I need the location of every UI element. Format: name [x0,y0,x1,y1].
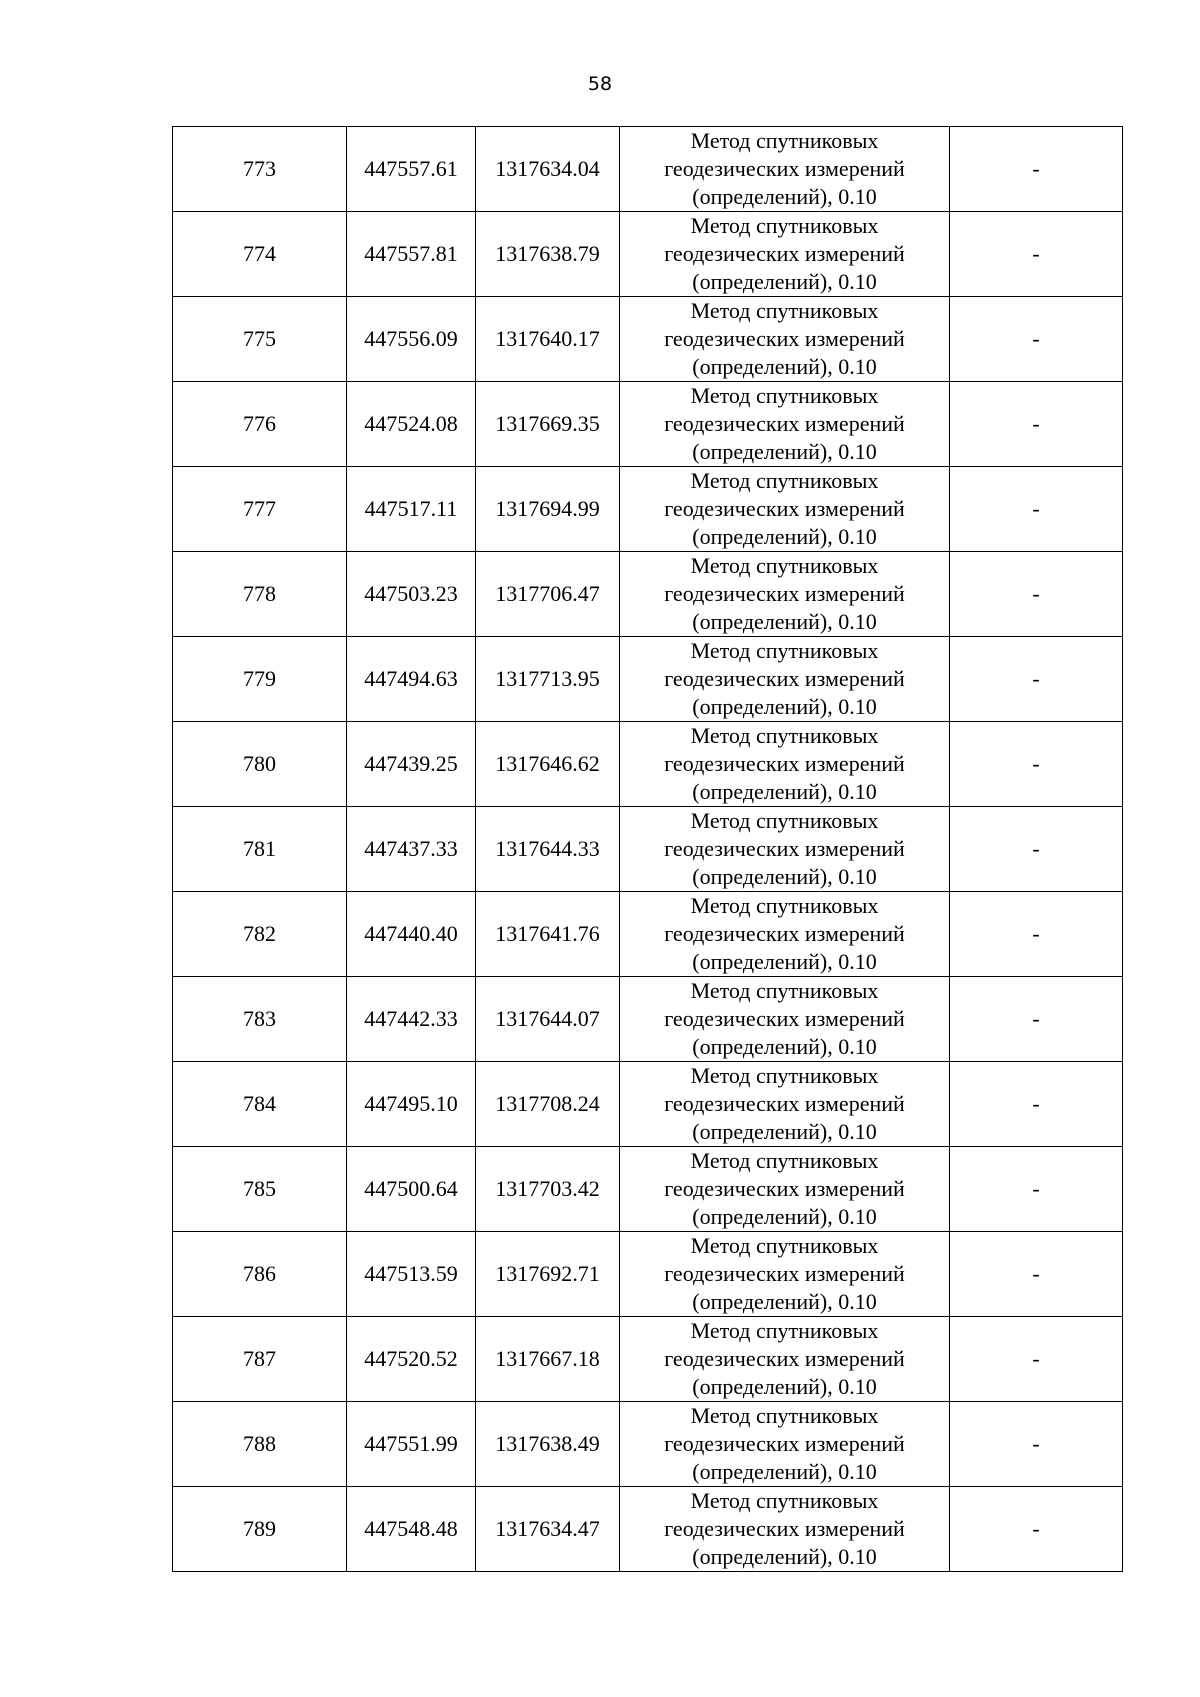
x-coordinate-cell: 447439.25 [347,722,476,807]
method-text-line: (определений), 0.10 [692,1289,877,1314]
method-text-line: геодезических измерений [664,1516,905,1541]
method-text-line: (определений), 0.10 [692,864,877,889]
method-cell [620,467,950,552]
table-row [173,807,1123,892]
point-number-cell: 773 [173,127,347,212]
x-coordinate-cell: 447520.52 [347,1317,476,1402]
method-cell [620,892,950,977]
method-text-line: геодезических измерений [664,921,905,946]
table-row [173,467,1123,552]
method-text-line: Метод спутниковых [690,638,879,663]
method-text-line: (определений), 0.10 [692,1459,877,1484]
method-text-line: (определений), 0.10 [692,1119,877,1144]
method-text-line: геодезических измерений [664,1261,905,1286]
point-number-cell: 781 [173,807,347,892]
point-number-cell: 789 [173,1487,347,1572]
method-cell [620,977,950,1062]
table-row [173,127,1123,212]
y-coordinate-cell: 1317694.99 [476,467,620,552]
method-text-line: геодезических измерений [664,1006,905,1031]
table-row [173,892,1123,977]
method-text-line: геодезических измерений [664,1431,905,1456]
note-cell: - [950,1232,1123,1317]
method-text-line: геодезических измерений [664,666,905,691]
method-text-line: Метод спутниковых [690,808,879,833]
method-text-line: Метод спутниковых [690,468,879,493]
x-coordinate-cell: 447440.40 [347,892,476,977]
method-text-line: (определений), 0.10 [692,694,877,719]
method-text-line: (определений), 0.10 [692,949,877,974]
y-coordinate-cell: 1317703.42 [476,1147,620,1232]
method-text-line: (определений), 0.10 [692,1204,877,1229]
coordinates-table [172,126,1123,1572]
method-cell [620,552,950,637]
method-text-line: (определений), 0.10 [692,524,877,549]
table-row [173,1232,1123,1317]
note-cell: - [950,127,1123,212]
table-row [173,722,1123,807]
point-number-cell: 782 [173,892,347,977]
point-number-cell: 774 [173,212,347,297]
table-row [173,1317,1123,1402]
method-text-line: Метод спутниковых [690,213,879,238]
method-text-line: геодезических измерений [664,1091,905,1116]
x-coordinate-cell: 447437.33 [347,807,476,892]
method-text-line: (определений), 0.10 [692,439,877,464]
method-text-line: геодезических измерений [664,836,905,861]
point-number-cell: 778 [173,552,347,637]
x-coordinate-cell: 447548.48 [347,1487,476,1572]
x-coordinate-cell: 447495.10 [347,1062,476,1147]
y-coordinate-cell: 1317708.24 [476,1062,620,1147]
x-coordinate-cell: 447503.23 [347,552,476,637]
point-number-cell: 788 [173,1402,347,1487]
point-number-cell: 779 [173,637,347,722]
x-coordinate-cell: 447557.61 [347,127,476,212]
note-cell: - [950,1062,1123,1147]
x-coordinate-cell: 447517.11 [347,467,476,552]
table-row [173,977,1123,1062]
method-cell [620,1317,950,1402]
table-row [173,297,1123,382]
method-text-line: (определений), 0.10 [692,1544,877,1569]
method-text-line: геодезических измерений [664,1176,905,1201]
method-text-line: Метод спутниковых [690,1233,879,1258]
method-cell [620,1402,950,1487]
method-cell [620,297,950,382]
method-text-line: геодезических измерений [664,1346,905,1371]
point-number-cell: 785 [173,1147,347,1232]
note-cell: - [950,297,1123,382]
method-text-line: Метод спутниковых [690,383,879,408]
table-row [173,637,1123,722]
method-text-line: (определений), 0.10 [692,609,877,634]
note-cell: - [950,1147,1123,1232]
y-coordinate-cell: 1317638.49 [476,1402,620,1487]
note-cell: - [950,722,1123,807]
method-text-line: Метод спутниковых [690,1403,879,1428]
x-coordinate-cell: 447500.64 [347,1147,476,1232]
method-text-line: Метод спутниковых [690,298,879,323]
note-cell: - [950,1487,1123,1572]
method-text-line: (определений), 0.10 [692,354,877,379]
x-coordinate-cell: 447494.63 [347,637,476,722]
method-cell [620,807,950,892]
page-number: 58 [587,73,613,95]
note-cell: - [950,1402,1123,1487]
table-row [173,212,1123,297]
method-text-line: геодезических измерений [664,241,905,266]
y-coordinate-cell: 1317644.33 [476,807,620,892]
method-cell [620,1147,950,1232]
note-cell: - [950,892,1123,977]
y-coordinate-cell: 1317644.07 [476,977,620,1062]
point-number-cell: 783 [173,977,347,1062]
point-number-cell: 784 [173,1062,347,1147]
method-cell [620,1232,950,1317]
note-cell: - [950,467,1123,552]
point-number-cell: 776 [173,382,347,467]
note-cell: - [950,382,1123,467]
method-text-line: Метод спутниковых [690,1148,879,1173]
method-text-line: геодезических измерений [664,156,905,181]
point-number-cell: 780 [173,722,347,807]
method-cell [620,127,950,212]
method-text-line: Метод спутниковых [690,553,879,578]
method-text-line: Метод спутниковых [690,723,879,748]
note-cell: - [950,637,1123,722]
point-number-cell: 777 [173,467,347,552]
y-coordinate-cell: 1317669.35 [476,382,620,467]
table-row [173,1402,1123,1487]
method-text-line: (определений), 0.10 [692,184,877,209]
method-text-line: Метод спутниковых [690,128,879,153]
note-cell: - [950,552,1123,637]
point-number-cell: 787 [173,1317,347,1402]
method-text-line: Метод спутниковых [690,893,879,918]
method-text-line: (определений), 0.10 [692,269,877,294]
method-text-line: Метод спутниковых [690,1318,879,1343]
y-coordinate-cell: 1317634.47 [476,1487,620,1572]
method-cell [620,212,950,297]
method-cell [620,382,950,467]
coordinates-table-body [173,127,1123,1572]
y-coordinate-cell: 1317713.95 [476,637,620,722]
y-coordinate-cell: 1317692.71 [476,1232,620,1317]
method-text-line: геодезических измерений [664,581,905,606]
table-row [173,1487,1123,1572]
method-cell [620,1062,950,1147]
point-number-cell: 775 [173,297,347,382]
x-coordinate-cell: 447524.08 [347,382,476,467]
table-row [173,1062,1123,1147]
method-text-line: геодезических измерений [664,496,905,521]
method-cell [620,1487,950,1572]
method-text-line: (определений), 0.10 [692,1374,877,1399]
y-coordinate-cell: 1317634.04 [476,127,620,212]
method-text-line: Метод спутниковых [690,1488,879,1513]
y-coordinate-cell: 1317638.79 [476,212,620,297]
x-coordinate-cell: 447551.99 [347,1402,476,1487]
method-text-line: (определений), 0.10 [692,779,877,804]
method-text-line: Метод спутниковых [690,978,879,1003]
note-cell: - [950,212,1123,297]
note-cell: - [950,977,1123,1062]
method-text-line: геодезических измерений [664,411,905,436]
y-coordinate-cell: 1317667.18 [476,1317,620,1402]
y-coordinate-cell: 1317706.47 [476,552,620,637]
method-cell [620,722,950,807]
y-coordinate-cell: 1317646.62 [476,722,620,807]
note-cell: - [950,1317,1123,1402]
method-text-line: геодезических измерений [664,751,905,776]
method-text-line: Метод спутниковых [690,1063,879,1088]
x-coordinate-cell: 447556.09 [347,297,476,382]
table-row [173,382,1123,467]
x-coordinate-cell: 447442.33 [347,977,476,1062]
x-coordinate-cell: 447557.81 [347,212,476,297]
table-row [173,552,1123,637]
point-number-cell: 786 [173,1232,347,1317]
y-coordinate-cell: 1317641.76 [476,892,620,977]
method-cell [620,637,950,722]
method-text-line: геодезических измерений [664,326,905,351]
x-coordinate-cell: 447513.59 [347,1232,476,1317]
note-cell: - [950,807,1123,892]
y-coordinate-cell: 1317640.17 [476,297,620,382]
table-row [173,1147,1123,1232]
method-text-line: (определений), 0.10 [692,1034,877,1059]
